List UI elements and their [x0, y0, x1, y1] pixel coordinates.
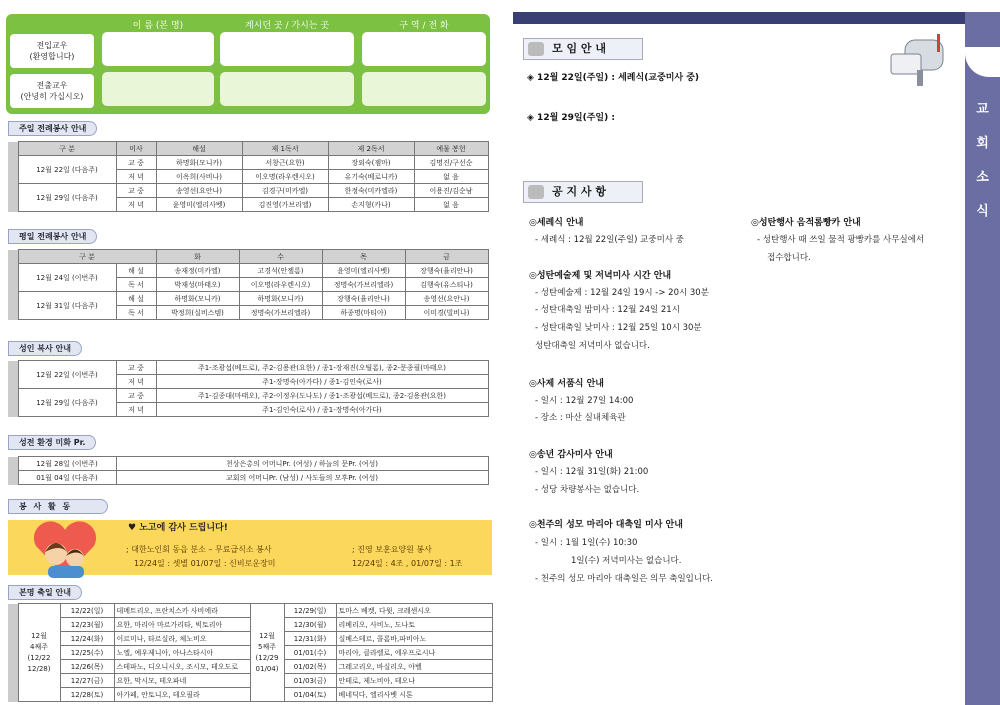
table-cell: 없 음	[414, 198, 488, 212]
week-label: 5째주	[258, 642, 276, 651]
notice-line: - 성탄행사 때 쓰일 물적 팡빵카를 사무실에서	[757, 235, 925, 245]
table-cell: 저 녁	[116, 198, 156, 212]
week-label: (12/22	[27, 653, 51, 662]
week-label: 01/04)	[255, 664, 279, 673]
table-cell: 한정숙(미카엘라)	[328, 184, 414, 198]
reg-in-name-cell[interactable]	[102, 32, 214, 66]
table-cell: 하명화(모니카)	[239, 292, 322, 306]
table-cell-date: 12월 24일 (이번주)	[18, 264, 116, 292]
notice-header	[523, 181, 643, 203]
notice-icon	[528, 185, 544, 199]
table-cell: 해 설	[116, 264, 156, 278]
feast-week-5	[250, 604, 284, 702]
meeting-item: ◈ 12월 22일(주일) : 세례식(교중미사 중)	[527, 73, 700, 83]
table-cell: 주1-김인숙(로사) / 종1-장명숙(아가다)	[156, 403, 488, 417]
side-title-char: 식	[976, 204, 989, 219]
table-cell: 장외숙(젬마)	[328, 156, 414, 170]
notice-line: - 성탄대축일 낮미사 : 12월 25일 10시 30분	[535, 323, 702, 333]
table-row	[8, 361, 488, 375]
notice-heading: ◎사제 서품식 안내	[529, 379, 604, 389]
side-title-char: 소	[976, 170, 989, 185]
cleaning-table	[8, 456, 489, 485]
feast-names: 토마스 베켓, 다윗, 크레센시오	[336, 604, 492, 618]
right-page	[505, 0, 1000, 705]
week-label: 4째주	[30, 642, 48, 651]
table-cell: 교회의 어머니Pr. (남성) / 사도들의 모후Pr. (여성)	[116, 471, 488, 485]
table-cell: 교 중	[116, 389, 156, 403]
section-title-altar: 성인 복사 안내	[8, 341, 82, 356]
volunteer-b-dates: 12/24일 : 4조 , 01/07일 : 1조	[352, 559, 463, 568]
volunteer-illustration	[30, 516, 100, 581]
table-cell: 이오명(라우렌시오)	[239, 278, 322, 292]
notice-heading: ◎세례식 안내	[529, 218, 584, 228]
feast-day-table	[8, 603, 493, 702]
table-cell: 하명화(모니카)	[156, 156, 242, 170]
table-cell-date: 12월 31일 (다음주)	[18, 292, 116, 320]
table-cell: 윤영미(엘리사벳)	[156, 198, 242, 212]
feast-names: 마리아, 클라렐로, 에우프로시나	[336, 646, 492, 660]
table-cell-date: 12월 29일 (다음주)	[18, 389, 116, 417]
volunteer-a: ; 대한노인회 동읍 분소 – 무료급식소 봉사	[126, 545, 272, 554]
table-row	[8, 156, 488, 170]
table-cell: 박정희(실비스템)	[156, 306, 239, 320]
feast-date: 01/02(목)	[284, 660, 336, 674]
table-header: 목	[322, 250, 405, 264]
meeting-item: ◈ 12월 29일(주일) :	[527, 113, 615, 123]
notice-line: - 성탄예술제 : 12월 24일 19시 -> 20시 30분	[535, 288, 709, 298]
left-page	[4, 0, 488, 705]
table-header: 예물 봉헌	[414, 142, 488, 156]
reg-out-name-cell[interactable]	[102, 72, 214, 106]
side-title-char: 교	[976, 102, 989, 117]
feast-date: 12/30(월)	[284, 618, 336, 632]
table-cell: 이옥희(사비나)	[156, 170, 242, 184]
week-label: (12/29	[255, 653, 279, 662]
table-header: 구 분	[18, 142, 116, 156]
table-row	[8, 457, 488, 471]
feast-names: 노엘, 예우제니아, 아나스타시아	[114, 646, 250, 660]
notice-line: - 성탄대축일 밤미사 : 12월 24일 21시	[535, 305, 680, 315]
feast-names: 스테파노, 디오니시오, 조시모, 테오도로	[114, 660, 250, 674]
notice-title: 공 지 사 항	[552, 185, 606, 198]
reg-label-out	[10, 74, 94, 108]
table-cell-date: 12월 22일 (이번주)	[18, 361, 116, 389]
feast-date: 12/29(일)	[284, 604, 336, 618]
volunteer-a-dates: 12/24일 : 셋별 01/07일 : 신비로운장미	[134, 559, 276, 568]
row-bar	[8, 361, 18, 417]
table-cell: 이미경(빌비나)	[405, 306, 488, 320]
table-cell: 김진영(가브리엘)	[242, 198, 328, 212]
notice-line: - 천주의 성모 마리아 대축일은 의무 축일입니다.	[535, 574, 713, 584]
feast-names: 요한, 막시모, 테오파네	[114, 674, 250, 688]
table-cell: 하명화(모니카)	[156, 292, 239, 306]
table-cell: 교 중	[116, 184, 156, 198]
feast-date: 12/23(월)	[60, 618, 114, 632]
reg-in-place-cell[interactable]	[220, 32, 354, 66]
table-cell: 송재정(미카엘)	[156, 264, 239, 278]
feast-names: 실베스테르, 콜롬바,파비아노	[336, 632, 492, 646]
notice-line: 1일(수) 저녁미사는 없습니다.	[571, 556, 682, 566]
section-title-sunday: 주일 전례봉사 안내	[8, 121, 97, 136]
table-cell: 김행숙(유스티나)	[405, 278, 488, 292]
feast-names: 리베리오, 사비노, 도나토	[336, 618, 492, 632]
table-cell: 김경구(미카엘)	[242, 184, 328, 198]
table-cell: 송영선(요안나)	[156, 184, 242, 198]
thanks-text: ♥ 노고에 감사 드립니다!	[128, 523, 228, 533]
table-header: 화	[156, 250, 239, 264]
notice-line: - 성당 차량봉사는 없습니다.	[535, 485, 640, 495]
row-bar	[8, 250, 18, 320]
section-title-volunteer: 봉 사 활 동	[8, 499, 108, 514]
meeting-header	[523, 38, 643, 60]
table-cell: 윤영미(엘리사벳)	[322, 264, 405, 278]
table-header: 제 1독서	[242, 142, 328, 156]
table-cell: 독 서	[116, 306, 156, 320]
feast-names: 안테로, 제노비아, 테오나	[336, 674, 492, 688]
feast-date: 12/25(수)	[60, 646, 114, 660]
table-cell: 정명숙(가브리엘라)	[239, 306, 322, 320]
side-bar-curve	[965, 47, 1000, 77]
feast-names: 이르미나, 타르실라, 체노비오	[114, 632, 250, 646]
table-header: 미사	[116, 142, 156, 156]
table-row	[8, 184, 488, 198]
table-cell: 장행숙(율리안나)	[405, 264, 488, 278]
notice-line: - 세례식 : 12월 22일(주일) 교중미사 중	[535, 235, 684, 245]
feast-names: 그레고리오, 바실리오, 아벨	[336, 660, 492, 674]
table-cell-date: 12월 29일 (다음주)	[18, 184, 116, 212]
table-cell-date: 12월 28일 (이번주)	[18, 457, 116, 471]
table-header: 제 2독서	[328, 142, 414, 156]
table-cell: 저 녁	[116, 403, 156, 417]
table-row	[8, 471, 488, 485]
meeting-icon	[528, 42, 544, 56]
reg-out-title: 전출교우	[36, 81, 68, 90]
table-cell: 장행숙(율리안나)	[322, 292, 405, 306]
feast-date: 12/26(목)	[60, 660, 114, 674]
reg-in-title: 전입교우	[36, 41, 68, 50]
table-cell: 독 서	[116, 278, 156, 292]
feast-names: 요한, 마리아 마르가리타, 빅토리아	[114, 618, 250, 632]
feast-date: 12/28(토)	[60, 688, 114, 702]
feast-date: 12/31(화)	[284, 632, 336, 646]
table-cell: 해 설	[116, 292, 156, 306]
mailbox-icon	[887, 32, 951, 88]
week-label: 12/28)	[27, 664, 51, 673]
table-header: 구 분	[18, 250, 156, 264]
side-bar	[965, 12, 1000, 705]
top-bar	[513, 12, 973, 24]
table-cell: 유기숙(베로니카)	[328, 170, 414, 184]
table-cell: 없 음	[414, 170, 488, 184]
table-cell: 정명숙(가브리엘라)	[322, 278, 405, 292]
feast-date: 12/22(일)	[60, 604, 114, 618]
feast-date: 01/03(금)	[284, 674, 336, 688]
section-title-cleaning: 성전 환경 미화 Pr.	[8, 435, 96, 450]
table-cell: 천상은총의 어머니Pr. (여성) / 하늘의 문Pr. (여성)	[116, 457, 488, 471]
notice-line: - 일시 : 12월 27일 14:00	[535, 396, 634, 406]
table-cell-date: 12월 22일 (다음주)	[18, 156, 116, 184]
feast-date: 01/01(수)	[284, 646, 336, 660]
table-cell: 하종명(마티아)	[322, 306, 405, 320]
table-cell: 김명진/구선순	[414, 156, 488, 170]
table-row	[8, 264, 488, 278]
feast-date: 12/24(화)	[60, 632, 114, 646]
row-bar	[8, 604, 18, 702]
week-label: 12월	[259, 631, 275, 640]
table-cell: 이오명(라우렌시오)	[242, 170, 328, 184]
table-cell: 고경석(안젤름)	[239, 264, 322, 278]
reg-label-in	[10, 34, 94, 68]
section-title-feast: 본명 축일 안내	[8, 585, 82, 600]
feast-names: 아가페, 안토니오, 테오필라	[114, 688, 250, 702]
notice-heading: ◎성탄행사 음적롬빵카 안내	[751, 218, 861, 228]
notice-heading: ◎성탄예술제 및 저녁미사 시간 안내	[529, 271, 672, 281]
table-header: 해설	[156, 142, 242, 156]
table-cell: 주1-조광섭(베드로), 주2-김용관(요한) / 종1-장재진(오틸롬), 종2-문종필(마태오)	[156, 361, 488, 375]
table-cell: 손지형(카나)	[328, 198, 414, 212]
table-cell-date: 01월 04일 (다음주)	[18, 471, 116, 485]
registration-box	[6, 14, 490, 114]
week-label: 12월	[31, 631, 47, 640]
row-bar	[8, 142, 18, 212]
reg-in-zone-cell[interactable]	[362, 32, 486, 66]
table-cell: 저 녁	[116, 170, 156, 184]
notice-line: - 일시 : 1월 1일(수) 10:30	[535, 538, 638, 548]
meeting-title: 모 임 안 내	[552, 42, 606, 55]
table-cell: 교 중	[116, 361, 156, 375]
notice-line: 성탄대축일 저녁미사 없습니다.	[535, 341, 650, 351]
notice-line: 접수합니다.	[767, 253, 811, 263]
reg-header-place: 계시던 곳 / 가시는 곳	[244, 21, 330, 31]
table-row	[8, 389, 488, 403]
table-cell: 주1-장명숙(아가다) / 종1-김인숙(로사)	[156, 375, 488, 389]
reg-header-zone: 구 역 / 전 화	[399, 21, 449, 31]
notice-line: - 장소 : 마산 실내체육관	[535, 413, 626, 423]
notice-heading: ◎송년 감사미사 안내	[529, 450, 613, 460]
feast-week-4	[18, 604, 60, 702]
notice-line: - 일시 : 12월 31일(화) 21:00	[535, 467, 649, 477]
table-cell: 송영선(요안나)	[405, 292, 488, 306]
volunteer-b: ; 진영 보훈요양원 봉사	[352, 545, 432, 554]
table-cell: 저 녁	[116, 375, 156, 389]
sunday-liturgy-table	[8, 141, 489, 212]
row-bar	[8, 457, 18, 485]
table-row	[8, 604, 492, 618]
feast-date: 12/27(금)	[60, 674, 114, 688]
table-cell: 이용진/김순남	[414, 184, 488, 198]
table-cell: 주1-김종대(마태오), 주2-이정우(도나도) / 종1-조광섭(베드로), 종2-김용관(요한)	[156, 389, 488, 403]
side-title-char: 회	[976, 136, 989, 151]
feast-date: 01/04(토)	[284, 688, 336, 702]
table-row	[8, 292, 488, 306]
table-header: 수	[239, 250, 322, 264]
altar-server-table	[8, 360, 489, 417]
reg-out-place-cell[interactable]	[220, 72, 354, 106]
section-title-weekday: 평일 전례봉사 안내	[8, 229, 97, 244]
table-cell: 교 중	[116, 156, 156, 170]
table-header: 금	[405, 250, 488, 264]
weekday-liturgy-table	[8, 249, 489, 320]
reg-out-sub: (안녕히 가십시오)	[20, 92, 84, 101]
reg-in-sub: (환영합니다)	[29, 52, 75, 61]
feast-names: 데메트리오, 프란치스카 사비에라	[114, 604, 250, 618]
notice-heading: ◎천주의 성모 마리아 대축일 미사 안내	[529, 520, 683, 530]
reg-out-zone-cell[interactable]	[362, 72, 486, 106]
table-cell: 서창근(요한)	[242, 156, 328, 170]
reg-header-name: 이 름 (본 명)	[132, 21, 184, 31]
table-cell: 박재성(마태오)	[156, 278, 239, 292]
feast-names: 베네딕다, 엘리사벳 시톤	[336, 688, 492, 702]
